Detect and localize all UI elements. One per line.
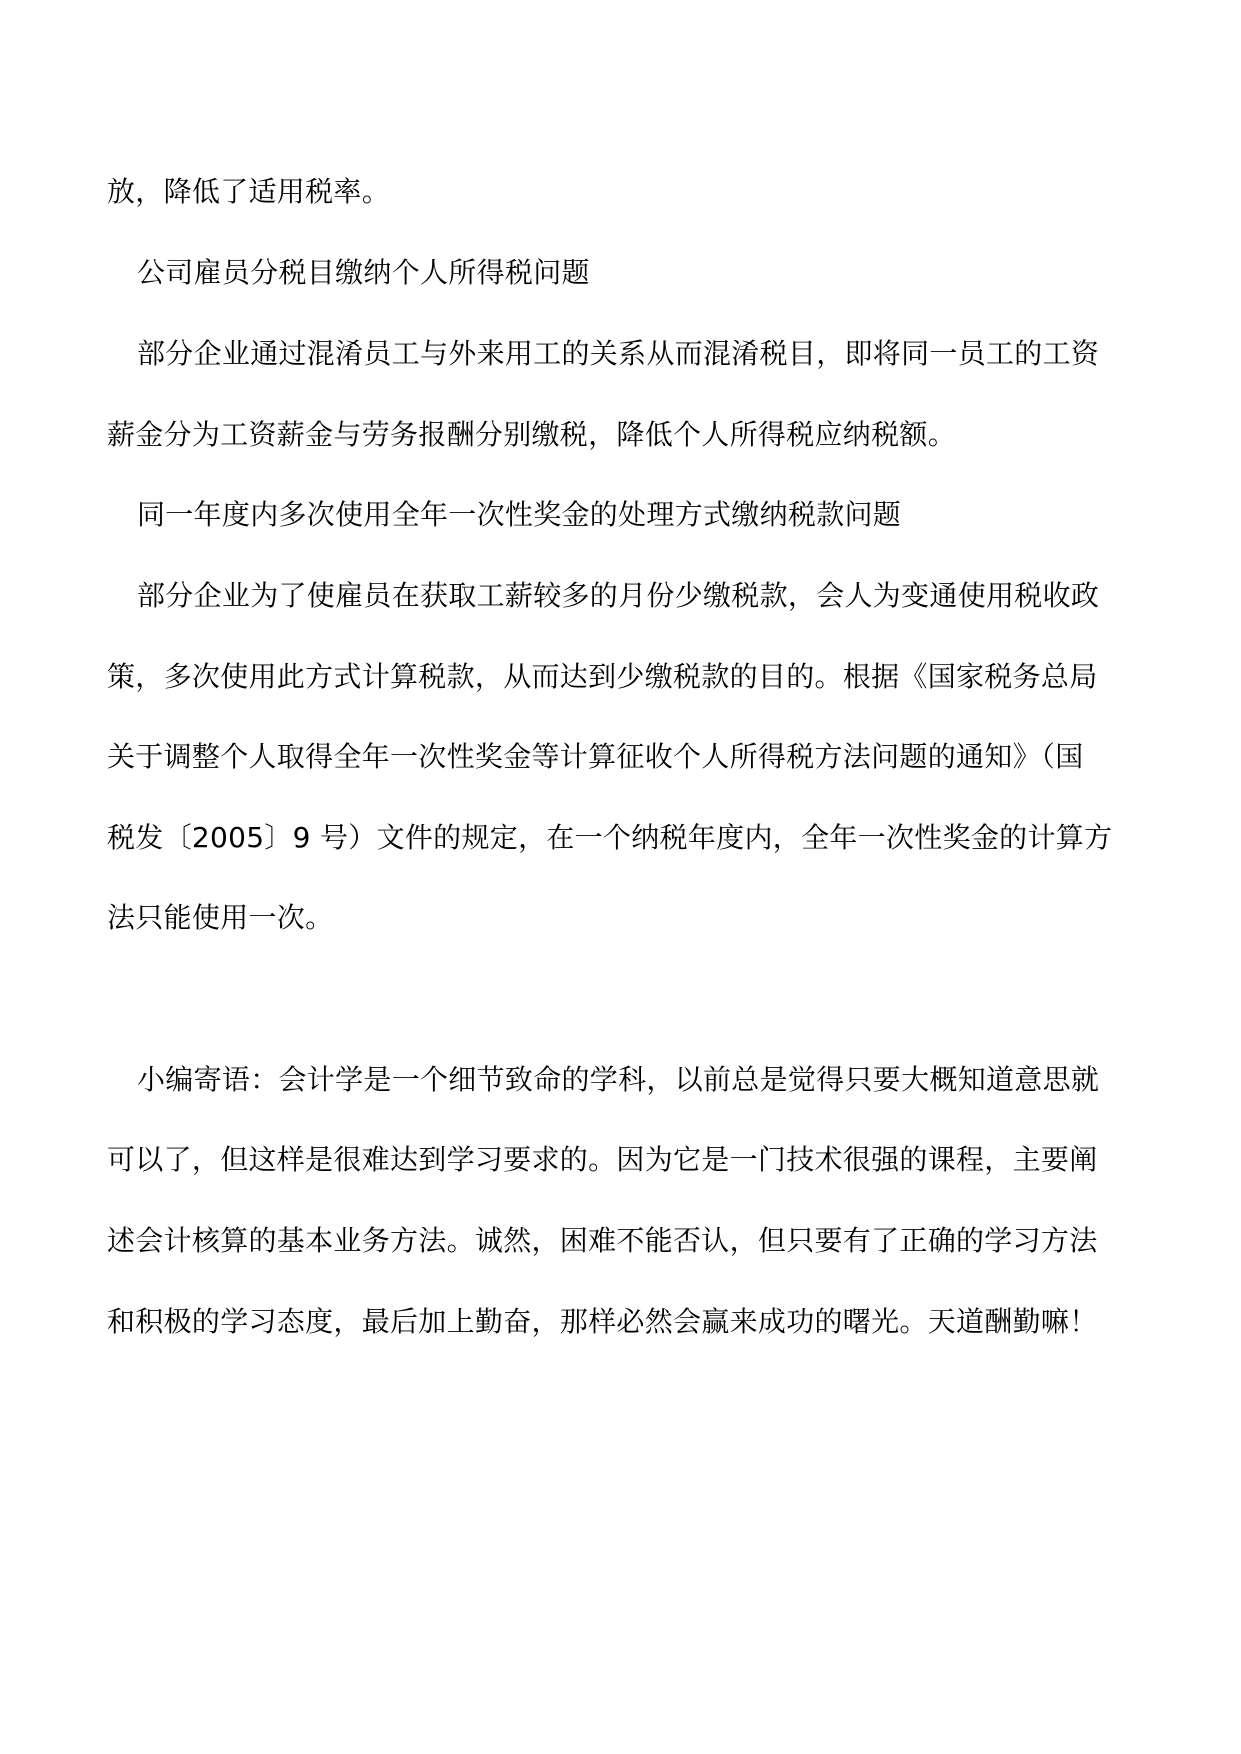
- text-line: 薪金分为工资薪金与劳务报酬分别缴税，降低个人所得税应纳税额。: [107, 418, 957, 451]
- text-line: 法只能使用一次。: [107, 901, 334, 934]
- section-heading: 同一年度内多次使用全年一次性奖金的处理方式缴纳税款问题: [137, 498, 902, 531]
- text-line: 关于调整个人取得全年一次性奖金等计算征收个人所得税方法问题的通知》（国: [107, 740, 1084, 773]
- text-line: 税发〔2005〕9 号）文件的规定，在一个纳税年度内，全年一次性奖金的计算方: [107, 821, 1113, 854]
- text-line: 放，降低了适用税率。: [107, 175, 391, 208]
- text-line: 部分企业为了使雇员在获取工薪较多的月份少缴税款，会人为变通使用税收政: [137, 579, 1100, 612]
- text-line: 部分企业通过混淆员工与外来用工的关系从而混淆税目，即将同一员工的工资: [137, 337, 1100, 370]
- text-line: 小编寄语：会计学是一个细节致命的学科，以前总是觉得只要大概知道意思就: [137, 1063, 1100, 1096]
- text-line: 和积极的学习态度，最后加上勤奋，那样必然会赢来成功的曙光。天道酬勤嘛！: [107, 1305, 1098, 1338]
- text-line: 可以了，但这样是很难达到学习要求的。因为它是一门技术很强的课程，主要阐: [107, 1143, 1098, 1176]
- text-line: 述会计核算的基本业务方法。诚然，困难不能否认，但只要有了正确的学习方法: [107, 1224, 1098, 1257]
- section-heading: 公司雇员分税目缴纳个人所得税问题: [137, 256, 590, 289]
- text-line: 策，多次使用此方式计算税款，从而达到少缴税款的目的。根据《国家税务总局: [107, 660, 1098, 693]
